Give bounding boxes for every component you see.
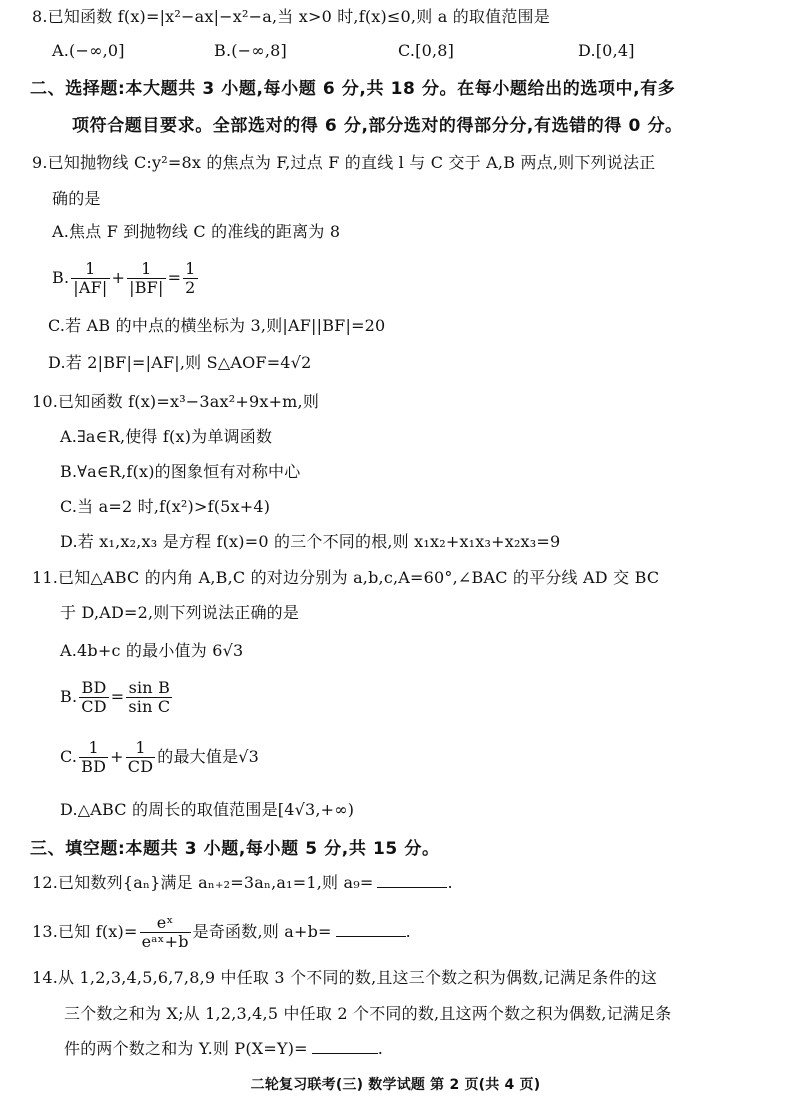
q14-line2: 三个数之和为 X;从 1,2,3,4,5 中任取 2 个不同的数,且这两个数之积为偶数,记满足条	[64, 1004, 672, 1023]
q11-c-frac-2-den: CD	[127, 757, 154, 776]
q9-b-frac-3	[183, 260, 197, 297]
q13-prefix: 13.已知 f(x)=	[32, 922, 138, 941]
q8-option-c: C.[0,8]	[398, 41, 455, 60]
q12-end: .	[447, 873, 453, 892]
q10-option-c: C.当 a=2 时,f(x²)>f(5x+4)	[60, 497, 271, 516]
q9-b-frac-3-den: 2	[185, 278, 196, 297]
q14-end: .	[377, 1039, 384, 1058]
q11-c-plus: +	[110, 747, 124, 766]
q13-frac-den: eᵃˣ+b	[141, 932, 189, 951]
q9-option-b	[52, 258, 791, 298]
q8-option-d: D.[0,4]	[578, 41, 635, 60]
q10-option-d: D.若 x₁,x₂,x₃ 是方程 f(x)=0 的三个不同的根,则 x₁x₂+x₁x₃+x₂x₃=9	[60, 532, 561, 551]
q12-stem: 12.已知数列{aₙ}满足 aₙ₊₂=3aₙ,a₁=1,则 a₉=	[32, 873, 374, 892]
q11-b-frac-right-num: sin B	[126, 679, 172, 698]
q11-c-frac-2	[126, 739, 155, 776]
q9-b-prefix: B.	[52, 268, 70, 287]
q11-b-frac-right-den: sin C	[128, 697, 171, 716]
q11-c-frac-1-den: BD	[81, 757, 107, 776]
q13-frac	[140, 914, 191, 951]
q8-option-a: A.(−∞,0]	[52, 41, 125, 60]
q11-stem-line2: 于 D,AD=2,则下列说法正确的是	[60, 603, 300, 622]
q12-line	[32, 873, 791, 893]
q10-stem: 10.已知函数 f(x)=x³−3ax²+9x+m,则	[32, 392, 320, 411]
q11-stem-line1: 11.已知△ABC 的内角 A,B,C 的对边分别为 a,b,c,A=60°,∠BAC 的平分线 AD 交 BC	[32, 568, 660, 587]
page-footer: 二轮复习联考(三) 数学试题 第 2 页(共 4 页)	[250, 1077, 541, 1093]
section2-heading-line1: 二、选择题:本大题共 3 小题,每小题 6 分,共 18 分。在每小题给出的选项中,有多	[30, 79, 676, 99]
q13-end: .	[405, 922, 411, 941]
q11-b-frac-right	[126, 679, 172, 716]
q8-stem: 8.已知函数 f(x)=|x²−ax|−x²−a,当 x>0 时,f(x)≤0,则 a 的取值范围是	[32, 7, 550, 26]
q11-c-suffix: 的最大值是√3	[157, 747, 260, 766]
q12-answer-blank	[377, 873, 447, 888]
q9-option-d: D.若 2|BF|=|AF|,则 S△AOF=4√2	[48, 353, 312, 372]
q9-b-frac-1	[71, 260, 109, 297]
q11-option-c	[60, 737, 791, 777]
q9-stem-line1: 9.已知抛物线 C:y²=8x 的焦点为 F,过点 F 的直线 l 与 C 交于 A,B 两点,则下列说法正	[32, 153, 656, 172]
q14-line3-text: 件的两个数之和为 Y.则 P(X=Y)=	[64, 1039, 308, 1058]
q14-line1: 14.从 1,2,3,4,5,6,7,8,9 中任取 3 个不同的数,且这三个数之积为偶数,记满足条件的这	[32, 968, 658, 987]
q14-line3	[64, 1039, 791, 1059]
q11-b-eq: =	[110, 687, 125, 706]
q9-b-frac-2	[127, 260, 165, 297]
section3-heading: 三、填空题:本题共 3 小题,每小题 5 分,共 15 分。	[30, 839, 440, 859]
section2-heading-line2: 项符合题目要求。全部选对的得 6 分,部分选对的得部分分,有选错的得 0 分。	[72, 116, 683, 136]
q11-c-frac-1-num: 1	[79, 739, 108, 758]
q13-suffix: 是奇函数,则 a+b=	[192, 922, 332, 941]
q9-b-eq: =	[167, 268, 182, 287]
q9-option-a: A.焦点 F 到抛物线 C 的准线的距离为 8	[52, 222, 341, 241]
q11-option-b	[60, 677, 791, 717]
q11-c-frac-2-num: 1	[126, 739, 155, 758]
q11-b-frac-left-den: CD	[81, 697, 107, 716]
q13-frac-num: eˣ	[140, 914, 191, 933]
q11-c-frac-1	[79, 739, 108, 776]
q9-b-frac-2-den: |BF|	[129, 278, 164, 297]
q9-b-frac-1-num: 1	[71, 260, 109, 279]
q11-c-prefix: C.	[60, 747, 78, 766]
q9-b-frac-3-num: 1	[185, 259, 196, 278]
q13-line	[32, 912, 791, 952]
q10-option-a: A.∃a∈R,使得 f(x)为单调函数	[60, 427, 273, 446]
q14-answer-blank	[312, 1039, 378, 1054]
q13-answer-blank	[336, 922, 406, 937]
q11-option-d: D.△ABC 的周长的取值范围是[4√3,+∞)	[60, 800, 355, 819]
q9-b-frac-2-num: 1	[127, 260, 165, 279]
q9-option-c: C.若 AB 的中点的横坐标为 3,则|AF||BF|=20	[48, 316, 386, 335]
q10-option-b: B.∀a∈R,f(x)的图象恒有对称中心	[60, 462, 301, 481]
q11-b-frac-left-num: BD	[79, 679, 108, 698]
q9-b-plus: +	[111, 268, 126, 287]
q11-option-a: A.4b+c 的最小值为 6√3	[60, 641, 244, 660]
q8-option-b: B.(−∞,8]	[214, 41, 287, 60]
q11-b-prefix: B.	[60, 687, 78, 706]
q9-stem-line2: 确的是	[52, 189, 101, 208]
q9-b-frac-1-den: |AF|	[73, 278, 108, 297]
q11-b-frac-left	[79, 679, 108, 716]
